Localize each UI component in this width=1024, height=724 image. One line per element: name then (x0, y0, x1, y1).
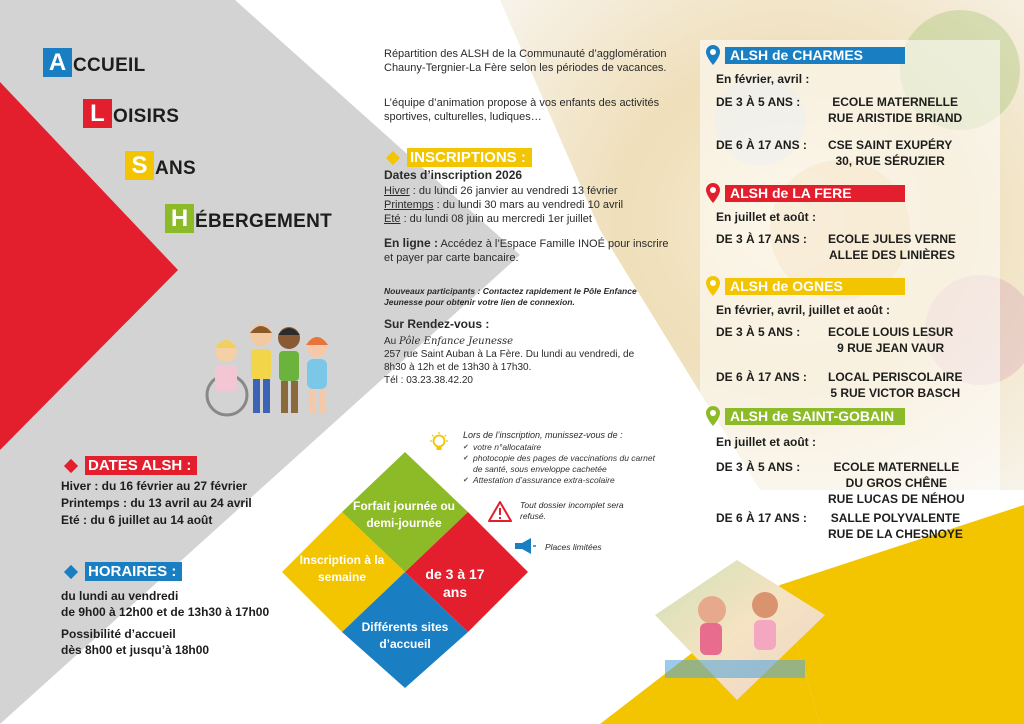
intro-activities: L’équipe d’animation propose à vos enfants des activités sportives, culturelles, ludiques… (384, 97, 660, 123)
diamond-bullet-icon (64, 458, 78, 472)
alsh-ognes-row (716, 324, 986, 356)
location-address: ECOLE MATERNELLE RUE ARISTIDE BRIAND (828, 95, 963, 125)
period-printemps: Printemps : du lundi 30 mars au vendredi 10 avril (384, 199, 624, 211)
documents-item: ✔ photocopie des pages de vaccinations du carnet de santé, sous enveloppe cachetée (463, 453, 663, 475)
diamond-text-sites: Différents sites d’accueil (361, 620, 449, 651)
age-range: DE 3 À 5 ANS : (716, 460, 801, 474)
diamond-bullet-icon (386, 150, 400, 164)
location-pin-icon (704, 44, 722, 66)
age-range: DE 3 À 5 ANS : (716, 95, 801, 109)
age-range: DE 3 À 17 ANS : (716, 232, 807, 246)
title-line-hebergement (165, 204, 332, 233)
title-word-accueil: CCUEIL (73, 55, 146, 76)
rdv-address: 257 rue Saint Auban à La Fère. Du lundi au vendredi, de 8h30 à 12h et de 13h30 à 17h30. (384, 349, 635, 373)
location-address: ECOLE JULES VERNE ALLEE DES LINIÈRES (828, 232, 957, 262)
title-word-loisirs: OISIRS (113, 106, 180, 127)
age-range: DE 3 À 5 ANS : (716, 325, 801, 339)
location-address: CSE SAINT EXUPÉRY 30, RUE SÉRUZIER (828, 138, 953, 168)
alsh-charmes-name: ALSH de CHARMES (725, 47, 905, 64)
horaires-days: du lundi au vendredi (61, 589, 179, 603)
limited-places: Places limitées (545, 542, 602, 552)
period-hiver: Hiver : du lundi 26 janvier au vendredi 13 février (384, 185, 618, 197)
alsh-saintgobain-header (704, 405, 905, 427)
age-range: DE 6 À 17 ANS : (716, 138, 807, 152)
horaires-early: Possibilité d’accueil (61, 627, 176, 641)
incomplete-warning: Tout dossier incomplet sera refusé. (520, 500, 624, 521)
location-address: ECOLE LOUIS LESUR 9 RUE JEAN VAUR (828, 325, 954, 355)
alsh-lafere-header (704, 182, 905, 204)
location-address: LOCAL PERISCOLAIRE 5 RUE VICTOR BASCH (828, 370, 963, 400)
documents-title: Lors de l’inscription, munissez-vous de : (463, 430, 623, 440)
location-address: SALLE POLYVALENTE RUE DE LA CHESNOYE (828, 511, 963, 541)
horaires-heading-label: HORAIRES : (85, 562, 182, 581)
diamond-text-semaine: Inscription à la semaine (299, 553, 385, 584)
dates-heading-label: DATES ALSH : (85, 456, 197, 475)
diamond-text-ages: de 3 à 17 ans (425, 566, 485, 600)
title-line-sans (125, 151, 196, 180)
alsh-charmes-period: En février, avril : (716, 72, 810, 86)
diamond-bullet-icon (64, 564, 78, 578)
documents-item: ✔ Attestation d’assurance extra-scolaire (463, 475, 663, 486)
alsh-ognes-name: ALSH de OGNES (725, 278, 905, 295)
age-range: DE 6 À 17 ANS : (716, 511, 807, 525)
alsh-saintgobain-row (716, 510, 986, 542)
alsh-ognes-header (704, 275, 905, 297)
dates-printemps: Printemps : du 13 avril au 24 avril (61, 496, 252, 510)
dates-hiver: Hiver : du 16 février au 27 février (61, 479, 248, 493)
dates-list (61, 478, 252, 529)
title-letter-l: L (83, 99, 112, 128)
title-line-loisirs (83, 99, 179, 128)
rdv-title: Sur Rendez-vous : (384, 317, 490, 331)
inscriptions-heading-label: INSCRIPTIONS : (407, 148, 532, 167)
title-word-sans: ANS (155, 158, 197, 179)
alsh-charmes-row (716, 94, 986, 126)
alsh-saintgobain-name: ALSH de SAINT-GOBAIN (725, 408, 905, 425)
alsh-saintgobain-row (716, 459, 986, 507)
title-word-hebergement: ÉBERGEMENT (195, 211, 333, 232)
alsh-saintgobain-period: En juillet et août : (716, 435, 817, 449)
intro-text: Répartition des ALSH de la Communauté d’agglomération Chauny-Tergnier-La Fère selon les périodes de vacances. (384, 48, 667, 74)
title-line-accueil (43, 48, 146, 77)
horaires-text (61, 588, 269, 658)
title-letter-s: S (125, 151, 154, 180)
online-registration: En ligne : Accédez à l’Espace Famille INOÉ pour inscrire et payer par carte bancaire. (384, 236, 669, 264)
title-letter-a: A (43, 48, 72, 77)
alsh-lafere-name: ALSH de LA FERE (725, 185, 905, 202)
alsh-lafere-row (716, 231, 986, 263)
title-letter-h: H (165, 204, 194, 233)
alsh-lafere-period: En juillet et août : (716, 210, 817, 224)
location-pin-icon (704, 182, 722, 204)
alsh-charmes-row (716, 137, 986, 169)
inscription-dates-title: Dates d’inscription 2026 (384, 168, 523, 182)
age-range: DE 6 À 17 ANS : (716, 370, 807, 384)
location-address: ECOLE MATERNELLE DU GROS CHÊNE RUE LUCAS DE NÉHOU (828, 460, 965, 506)
documents-item: ✔ votre n°allocataire (463, 442, 663, 453)
horaires-late: dès 8h00 et jusqu’à 18h00 (61, 643, 210, 657)
horaires-hours: de 9h00 à 12h00 et de 13h30 à 17h00 (61, 605, 270, 619)
alsh-charmes-header (704, 44, 905, 66)
children-illustration (195, 315, 345, 425)
new-participants-note: Nouveaux participants : Contactez rapidement le Pôle Enfance Jeunesse pour obtenir votre lien de connexion. (384, 286, 637, 307)
rdv-phone[interactable]: Tél : 03.23.38.42.20 (384, 375, 473, 386)
alsh-ognes-row (716, 369, 986, 401)
period-ete: Eté : du lundi 08 juin au mercredi 1er juillet (384, 213, 592, 225)
inscription-periods (384, 184, 684, 226)
dates-ete: Eté : du 6 juillet au 14 août (61, 513, 213, 527)
rdv-details (384, 335, 644, 387)
location-pin-icon (704, 405, 722, 427)
diamond-text-forfait: Forfait journée ou demi-journée (353, 499, 455, 530)
dates-heading (66, 456, 197, 475)
rdv-place-line: Au Pôle Enfance Jeunesse (384, 336, 514, 347)
alsh-ognes-period: En février, avril, juillet et août : (716, 303, 891, 317)
location-pin-icon (704, 275, 722, 297)
horaires-heading (66, 562, 182, 581)
inscriptions-heading (388, 148, 532, 167)
